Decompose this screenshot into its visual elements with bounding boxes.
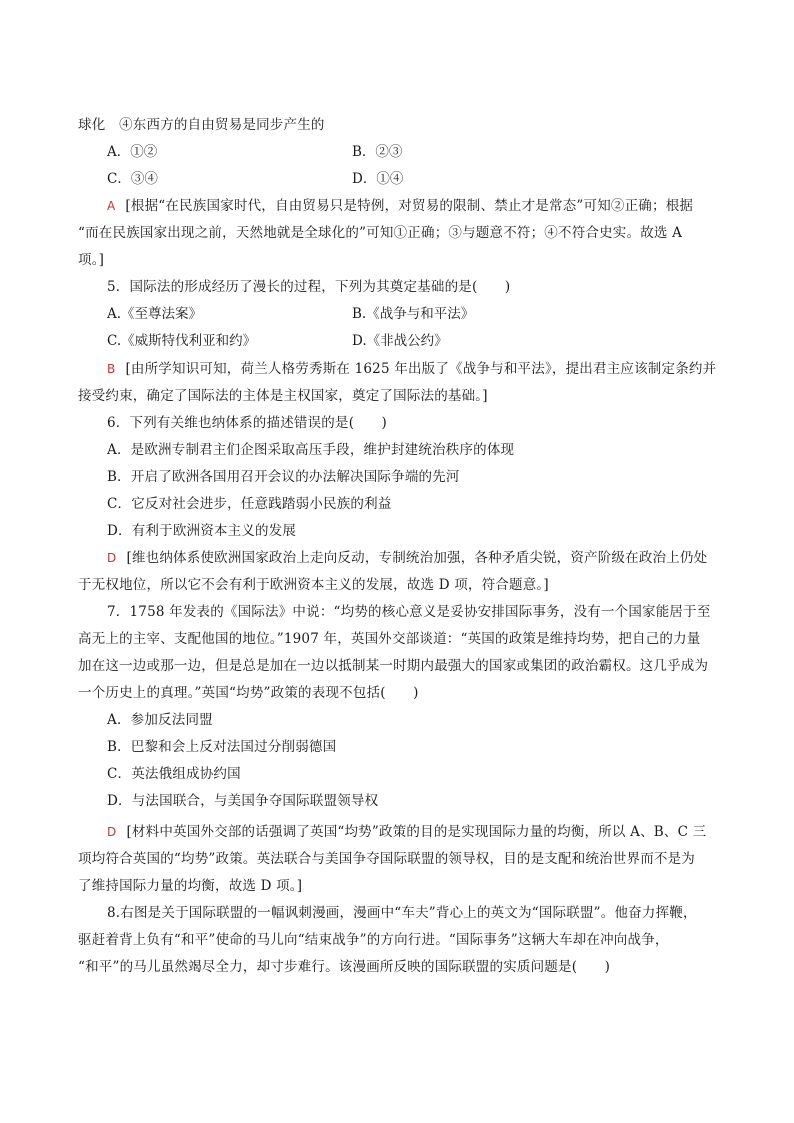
option-d: D．①④ (352, 171, 404, 187)
answer-letter: A (107, 199, 116, 213)
answer-explanation (107, 196, 747, 216)
option-d: D．有利于欧洲资本主义的发展 (107, 523, 297, 539)
question-stem: “和平”的马儿虽然竭尽全力，却寸步难行。该漫画所反映的国际联盟的实质问题是( ) (78, 959, 611, 975)
answer-text: [维也纳体系使欧洲国家政治上走向反动，专制统治加强，各种矛盾尖锐，资产阶级在政治上仍处 (126, 550, 708, 566)
answer-explanation (107, 548, 747, 568)
option-a: A．是欧洲专制君主们企图采取高压手段，维护封建统治秩序的体现 (107, 442, 515, 458)
answer-explanation (107, 822, 747, 842)
answer-text: 于无权地位，所以它不会有利于欧洲资本主义的发展，故选 D 项，符合题意。] (78, 577, 549, 593)
option-c: C．它反对社会进步，任意践踏弱小民族的利益 (107, 496, 392, 512)
option-b: B．②③ (352, 144, 403, 160)
answer-text: [根据“在民族国家时代，自由贸易只是特例，对贸易的限制、禁止才是常态”可知②正确；根据 (125, 198, 694, 214)
option-b: B．开启了欧洲各国用召开会议的办法解决国际争端的先河 (107, 469, 460, 485)
question-stem: 5．国际法的形成经历了漫长的过程，下列为其奠定基础的是( ) (107, 279, 511, 295)
option-a: A.《至尊法案》 (107, 306, 203, 322)
option-d: D．与法国联合，与美国争夺国际联盟领导权 (107, 793, 379, 809)
option-c: C．英法俄组成协约国 (107, 766, 241, 782)
answer-letter: D (107, 825, 117, 839)
answer-text: 项。] (78, 252, 105, 268)
question-stem: 一个历史上的真理。”英国“均势”政策的表现不包括( ) (78, 685, 419, 701)
question-stem: 6．下列有关维也纳体系的描述错误的是( ) (107, 415, 388, 431)
text-line: 球化 ④东西方的自由贸易是同步产生的 (78, 117, 325, 133)
answer-letter: D (107, 551, 117, 565)
question-stem: 驱赶着背上负有“和平”使命的马儿向“结束战争”的方向行进。“国际事务”这辆大车却在冲向战争， (78, 932, 669, 948)
option-c: C．③④ (107, 171, 158, 187)
answer-text: 项均符合英国的“均势”政策。英法联合与美国争夺国际联盟的领导权，目的是支配和统治世界而不是为 (78, 851, 696, 867)
answer-text: [材料中英国外交部的话强调了英国“均势”政策的目的是实现国际力量的均衡，所以 A、B、C 三 (126, 824, 707, 840)
answer-letter: B (107, 362, 116, 376)
question-stem: 高无上的主宰、支配他国的地位。”1907 年，英国外交部谈道：“英国的政策是维持均势，把自己的力量 (78, 631, 701, 647)
option-b: B.《战争与和平法》 (352, 306, 475, 322)
answer-text: 接受约束，确定了国际法的主体是主权国家，奠定了国际法的基础。] (78, 388, 488, 404)
answer-text: 了维持国际力量的均衡，故选 D 项。] (78, 878, 303, 894)
option-a: A．①② (107, 144, 158, 160)
option-a: A．参加反法同盟 (107, 712, 213, 728)
answer-explanation (107, 359, 747, 379)
option-b: B．巴黎和会上反对法国过分削弱德国 (107, 739, 337, 755)
answer-text: [由所学知识可知，荷兰人格劳秀斯在 1625 年出版了《战争与和平法》，提出君主应该制定条约并 (125, 361, 717, 377)
question-stem: 7．1758 年发表的《国际法》中说：“均势的核心意义是妥协安排国际事务，没有一个国家能居于至 (107, 604, 711, 620)
question-stem: 8.右图是关于国际联盟的一幅讽刺漫画，漫画中“车夫”背心上的英文为“国际联盟”。他奋力挥鞭， (107, 905, 697, 921)
question-stem: 加在这一边或那一边，但是总是加在一边以抵制某一时期内最强大的国家或集团的政治霸权。这几乎成为 (78, 658, 709, 674)
option-d: D.《非战公约》 (352, 333, 448, 349)
option-c: C.《威斯特伐利亚和约》 (107, 333, 257, 349)
answer-text: “而在民族国家出现之前，天然地就是全球化的”可知①正确；③与题意不符；④不符合史实。故选 A (78, 225, 683, 241)
